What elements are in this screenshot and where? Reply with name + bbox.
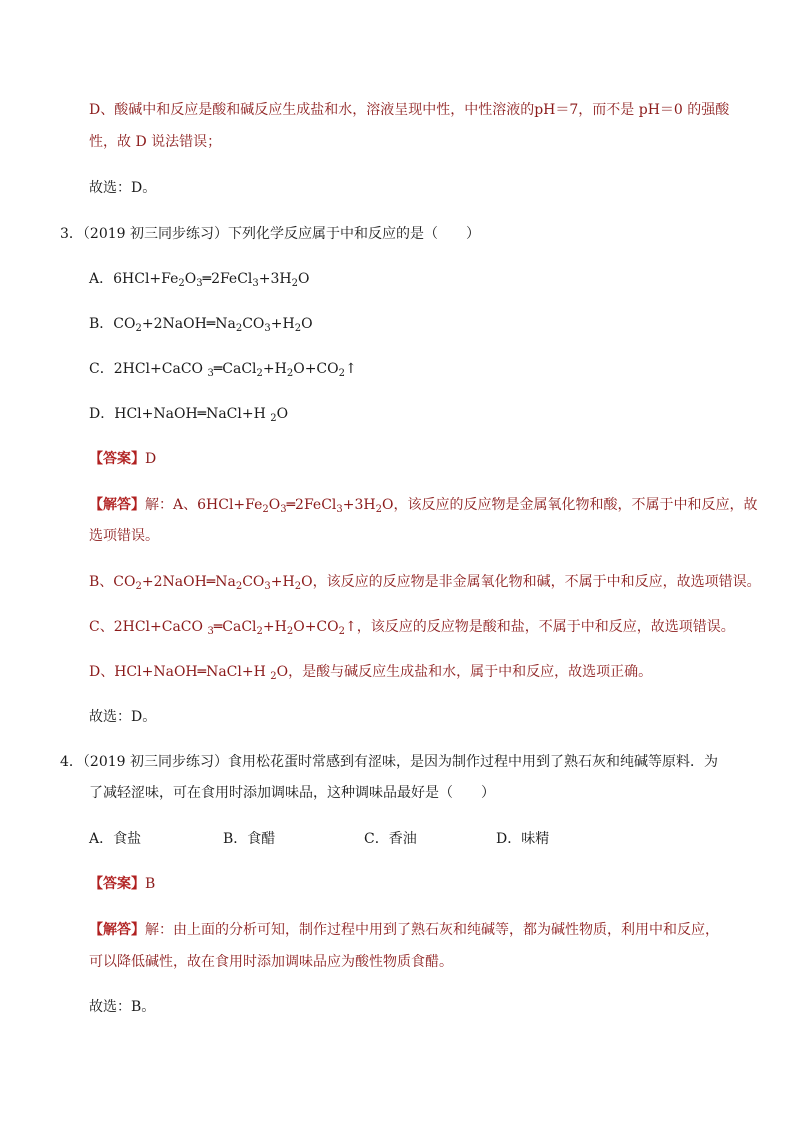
question-source: （2019 初三同步练习） [82,226,229,242]
q4-answer [89,874,754,894]
answer-value: D [145,451,157,467]
q4-choice: 故选：B。 [89,999,156,1015]
question-number: 4． [60,754,83,770]
analysis-choice: 故选：D。 [89,180,157,196]
q4-option-c: C．香油 [364,831,417,847]
q3-solution-a: 【解答】解：A、$6HCl+Fe_2O_3═2FeCl_3+3H_2O$，该反应的反应物是金属氧化物和酸，不属于中和反应，故 [89,497,758,515]
q4-solution-line1: 【解答】解：由上面的分析可知，制作过程中用到了熟石灰和纯碱等，都为碱性物质，利用中和反应， [89,922,719,938]
answer-tag: 【答案】 [89,451,145,467]
q3-option-b: B．$CO_2+2NaOH═Na_2CO_3+H_2O$ [89,316,313,334]
q4-option-a: A．食盐 [89,831,142,847]
question-text: 食用松花蛋时常感到有涩味，是因为制作过程中用到了熟石灰和纯碱等原料．为 [228,754,719,770]
answer-value: B [145,876,156,892]
q3-option-a: A．$6HCl+Fe_2O_3═2FeCl_3+3H_2O$ [89,271,310,289]
analysis-d-line1: D、酸碱中和反应是酸和碱反应生成盐和水，溶液呈现中性，中性溶液的pH＝7，而不是 pH＝0 的强酸 [89,102,730,118]
question-text: 下列化学反应属于中和反应的是（ ） [228,226,481,242]
question-4-stem [60,752,754,772]
q3-option-c: C．2HCl+CaCO $_3═CaCl_2+H_2O+CO_2↑$ [89,361,357,379]
q4-solution-line2: 可以降低碱性，故在食用时添加调味品应为酸性物质食醋。 [89,954,453,970]
q4-option-d: D．味精 [496,831,550,847]
q3-solution-c: C、2HCl+CaCO $_3═CaCl_2+H_2O+CO_2↑$，该反应的反应物是酸和盐，不属于中和反应，故选项错误。 [89,619,735,637]
question-4-stem-line2: 了减轻涩味，可在食用时添加调味品，这种调味品最好是（ ） [89,785,495,801]
question-3-stem [60,224,754,244]
q3-solution-b: B、$CO_2+2NaOH═Na_2CO_3+H_2O$，该反应的反应物是非金属氧化物和碱，不属于中和反应，故选项错误。 [89,574,761,592]
question-source: （2019 初三同步练习） [82,754,229,770]
analysis-d-line2: 性，故 D 说法错误； [89,134,222,150]
answer-tag: 【答案】 [89,876,145,892]
q3-option-d: D．HCl+NaOH═NaCl+H $_2$O [89,406,289,424]
q3-choice: 故选：D。 [89,709,157,725]
q3-solution-a-line2: 选项错误。 [89,528,159,544]
question-number: 3． [60,226,83,242]
q3-solution-d: D、HCl+NaOH═NaCl+H $_2$O，是酸与碱反应生成盐和水，属于中和反应，故选项正确。 [89,664,653,682]
q4-option-b: B．食醋 [223,831,276,847]
q3-answer [89,449,754,469]
